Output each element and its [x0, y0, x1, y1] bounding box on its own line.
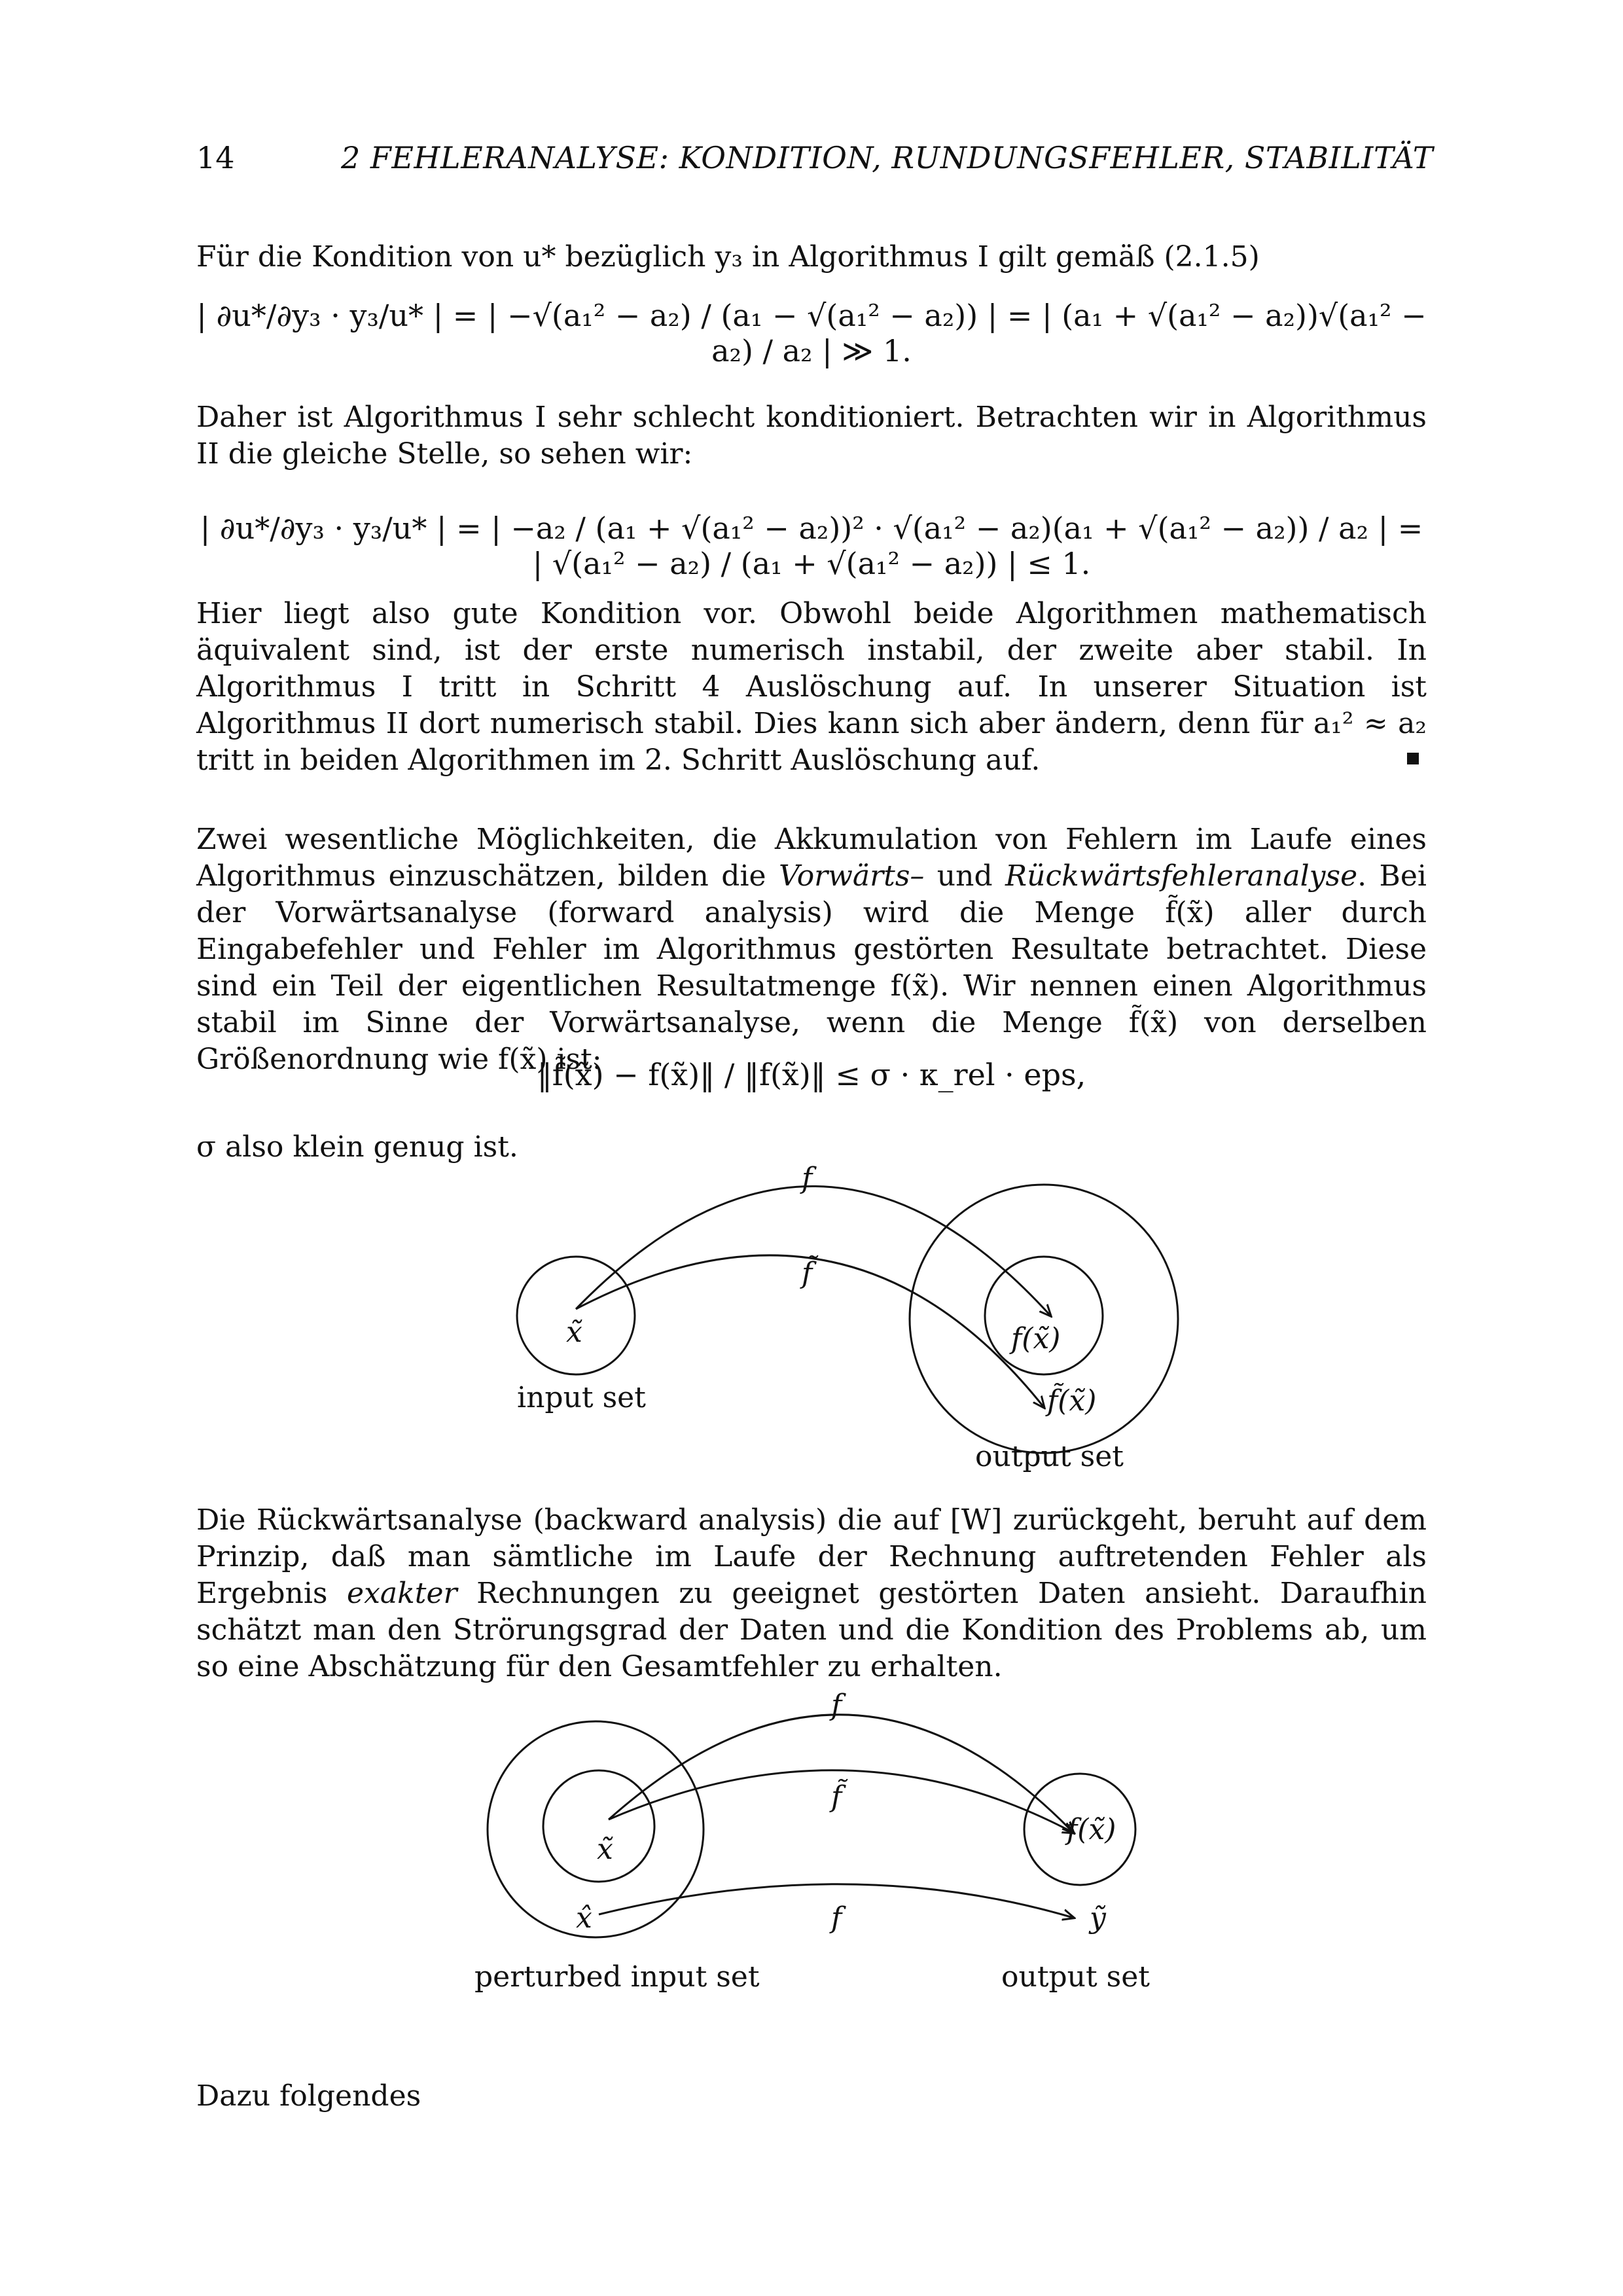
arrow-f — [576, 1186, 1050, 1316]
point-x-hat: x̂ — [576, 1901, 592, 1935]
perturbed-input-outer-circle — [488, 1721, 704, 1937]
paragraph-4 — [196, 821, 1427, 1078]
page-number: 14 — [196, 140, 235, 175]
paragraph-7: Dazu folgendes — [196, 2079, 421, 2113]
caption-input-set: input set — [517, 1381, 646, 1414]
output-set-inner-circle — [985, 1257, 1103, 1374]
running-title: 2 FEHLERANALYSE: KONDITION, RUNDUNGSFEHLER, STABILITÄT — [341, 140, 1433, 175]
p4-text-c: . Bei der Vorwärtsanalyse (forward analysis) wird die Menge f̃(x̃) aller durch Eingabefehler und Fehler im Algorithmus gestörten Resultate betrachtet. Diese sind ein Teil der eigentlichen Resultatmenge f(x̃). Wir nennen einen Algorithmus stabil im Sinne der Vorwärtsanalyse, wenn die Menge f̃(x̃) von derselben Größenordnung wie f(x̃) ist: — [196, 859, 1427, 1076]
equation-1: | ∂u*/∂y₃ · y₃/u* | = | −√(a₁² − a₂) / (a₁ − √(a₁² − a₂)) | = | (a₁ + √(a₁² − a₂))√(a₁² − a₂) / a₂ | ≫ 1. — [196, 298, 1427, 368]
caption-output-set-2: output set — [1001, 1960, 1150, 1994]
paragraph-2: Daher ist Algorithmus I sehr schlecht konditioniert. Betrachten wir in Algorithmus II die gleiche Stelle, so sehen wir: — [196, 401, 1427, 471]
point-f-tilde-x: f̃(x̃) — [1047, 1384, 1097, 1418]
point-x-tilde: x̃ — [566, 1316, 582, 1349]
caption-perturbed-input-set: perturbed input set — [474, 1960, 760, 1994]
paragraph-3: Hier liegt also gute Kondition vor. Obwohl beide Algorithmen mathematisch äquivalent sind, ist der erste numerisch instabil, der zweite aber stabil. In Algorithmus I tritt in Schritt 4 Auslöschung auf. In unserer Situation ist Algorithmus II dort numerisch stabil. Dies kann sich aber ändern, denn für a₁² ≈ a₂ tritt in beiden Algorithmen im 2. Schritt Auslöschung auf. — [196, 597, 1427, 777]
forward-analysis-diagram — [0, 1139, 1623, 1479]
point-f-x-2: f(x̃) — [1067, 1813, 1116, 1846]
p4-italic-backward: Rückwärtsfehleranalyse — [1005, 859, 1358, 893]
point-y-tilde: ỹ — [1090, 1901, 1106, 1935]
point-x-tilde-2: x̃ — [597, 1833, 613, 1866]
output-set-outer-circle — [910, 1185, 1178, 1453]
equation-3: ‖f̃(x̃) − f(x̃)‖ / ‖f(x̃)‖ ≤ σ · κ_rel · eps, — [537, 1057, 1086, 1092]
arrow-f-top — [609, 1715, 1073, 1833]
equation-2: | ∂u*/∂y₃ · y₃/u* | = | −a₂ / (a₁ + √(a₁² − a₂))² · √(a₁² − a₂)(a₁ + √(a₁² − a₂)) / a₂ | = | √(a₁² − a₂) / (a₁ + √(a₁² − a₂)) | ≤ 1. — [200, 511, 1423, 581]
p4-italic-forward: Vorwärts– — [778, 859, 925, 893]
p4-text-b: und — [924, 859, 1006, 893]
p6-text-b: Rechnungen zu geeignet gestörten Daten ansieht. Daraufhin schätzt man den Strörungsgrad der Daten und die Kondition des Problems ab, um so eine Abschätzung für den Gesamtfehler zu erhalten. — [196, 1577, 1427, 1683]
p6-italic-exakter: exakter — [347, 1577, 457, 1610]
caption-output-set: output set — [975, 1440, 1124, 1473]
label-f-tilde-mid: f̃ — [831, 1780, 842, 1814]
paragraph-5: σ also klein genug ist. — [196, 1130, 518, 1164]
label-f: f — [802, 1162, 813, 1195]
p4-text-a: Zwei wesentliche Möglichkeiten, die Akkumulation von Fehlern im Laufe eines Algorithmus einzuschätzen, bilden die — [196, 823, 1427, 893]
p6-text-a: Die Rückwärtsanalyse (backward analysis) die auf [W] zurückgeht, beruht auf dem Prinzip, daß man sämtliche im Laufe der Rechnung auftretenden Fehler als Ergebnis — [196, 1503, 1427, 1610]
backward-analysis-diagram — [0, 1662, 1623, 2003]
qed-symbol — [1407, 753, 1419, 764]
paragraph-1: Für die Kondition von u* bezüglich y₃ in Algorithmus I gilt gemäß (2.1.5) — [196, 240, 1260, 274]
paragraph-6 — [196, 1502, 1427, 1685]
point-f-x: f(x̃) — [1011, 1322, 1061, 1355]
label-f-top: f — [831, 1689, 842, 1722]
label-f-bottom: f — [831, 1901, 842, 1935]
label-f-tilde: f̃ — [802, 1257, 813, 1290]
